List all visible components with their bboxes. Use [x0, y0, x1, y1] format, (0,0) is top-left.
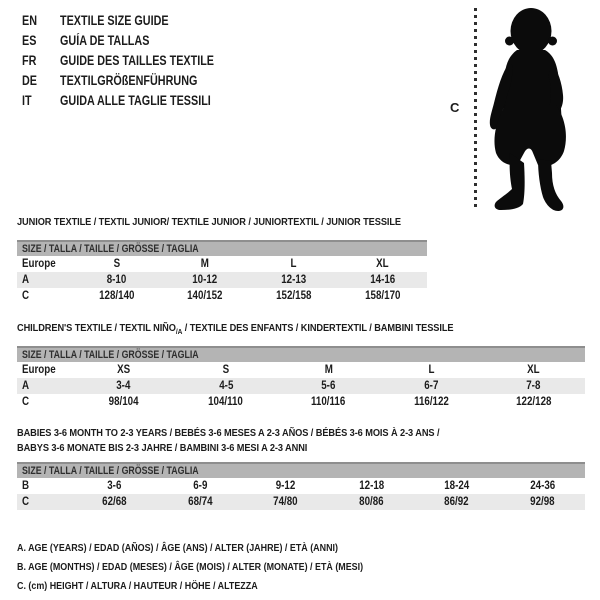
children-table-title — [17, 321, 453, 336]
language-label: GUIDA ALLE TAGLIE TESSILI — [60, 93, 211, 108]
table-row — [17, 272, 427, 288]
table-cell — [250, 256, 339, 272]
table-cell-text: 86/92 — [444, 496, 469, 508]
table-cell — [243, 478, 329, 494]
row-label — [17, 494, 72, 510]
table-cell — [500, 478, 586, 494]
table-cell-text: 7-8 — [526, 380, 541, 392]
table-cell-text: 80/86 — [359, 496, 384, 508]
table-size-header — [17, 346, 585, 362]
table-cell-text: 116/122 — [413, 396, 449, 408]
table-cell — [161, 288, 250, 304]
row-label-text: C — [22, 496, 30, 508]
table-row — [17, 362, 585, 378]
language-code: IT — [22, 93, 32, 108]
language-label: GUÍA DE TALLAS — [60, 33, 150, 48]
table-cell — [72, 478, 158, 494]
language-label: TEXTILE SIZE GUIDE — [60, 13, 169, 28]
language-row — [22, 71, 253, 91]
table-cell — [250, 272, 339, 288]
table-cell — [277, 394, 380, 410]
table-cell — [72, 272, 161, 288]
row-label-text: C — [22, 290, 30, 302]
table-cell-text: 24-36 — [529, 480, 555, 492]
table-cell — [277, 378, 380, 394]
table-cell — [72, 394, 175, 410]
table-cell-text: 9-12 — [275, 480, 296, 492]
table-cell-text: 10-12 — [192, 274, 218, 286]
table-cell-text: M — [201, 258, 210, 270]
children-title-subscript: /A — [175, 326, 183, 336]
legend-text: A. AGE (YEARS) / EDAD (AÑOS) / ÂGE (ANS) / ALTER (JAHRE) / ETÀ (ANNI) — [17, 542, 338, 554]
table-cell-text: 8-10 — [106, 274, 127, 286]
height-measure-label: C — [450, 100, 460, 115]
row-label-text: A — [22, 274, 30, 286]
table-cell-text: 6-7 — [424, 380, 439, 392]
table-cell — [72, 362, 175, 378]
table-cell-text: L — [290, 258, 297, 270]
size-header-text: SIZE / TALLA / TAILLE / GRÖSSE / TAGLIA — [22, 349, 199, 361]
table-size-header — [17, 240, 427, 256]
table-cell — [72, 378, 175, 394]
table-cell-text: 122/128 — [515, 396, 552, 408]
table-cell — [72, 288, 161, 304]
table-cell — [250, 288, 339, 304]
table-cell-text: XL — [376, 258, 389, 270]
row-label — [17, 362, 72, 378]
table-cell — [175, 394, 278, 410]
table-cell — [161, 256, 250, 272]
legend-line-b — [17, 558, 424, 577]
table-cell-text: 62/68 — [102, 496, 127, 508]
row-label-text: C — [22, 396, 30, 408]
table-cell-text: 128/140 — [98, 290, 135, 302]
table-cell — [338, 288, 427, 304]
children-title-post: / TEXTILE DES ENFANTS / KINDERTEXTIL / BAMBINI TESSILE — [182, 322, 454, 334]
table-row — [17, 394, 585, 410]
table-cell-text: 92/98 — [530, 496, 555, 508]
table-cell-text: 12-13 — [281, 274, 307, 286]
table-cell-text: 110/116 — [311, 396, 346, 408]
table-cell-text: 68/74 — [188, 496, 213, 508]
table-size-header — [17, 462, 585, 478]
table-cell — [175, 362, 278, 378]
table-cell — [380, 394, 483, 410]
table-body — [17, 256, 427, 304]
language-label: TEXTILGRÖßENFÜHRUNG — [60, 73, 198, 88]
table-row — [17, 378, 585, 394]
children-textile-table — [17, 346, 585, 410]
table-cell-text: 6-9 — [193, 480, 208, 492]
language-label: GUIDE DES TAILLES TEXTILE — [60, 53, 215, 68]
row-label — [17, 256, 72, 272]
size-header-text: SIZE / TALLA / TAILLE / GRÖSSE / TAGLIA — [22, 465, 199, 477]
table-cell-text: 140/152 — [187, 290, 223, 302]
language-title-block — [22, 11, 253, 111]
table-row — [17, 288, 427, 304]
language-row — [22, 51, 253, 71]
table-cell — [277, 362, 380, 378]
table-cell — [158, 478, 244, 494]
table-cell — [72, 256, 161, 272]
children-title-pre: CHILDREN'S TEXTILE / TEXTIL NIÑO — [17, 322, 176, 334]
legend-text: B. AGE (MONTHS) / EDAD (MESES) / ÂGE (MOIS) / ALTER (MONATE) / ETÀ (MESI) — [17, 561, 364, 573]
table-cell-text: XS — [116, 364, 130, 376]
table-cell-text: S — [222, 364, 230, 376]
legend-line-a — [17, 539, 424, 558]
table-cell-text: L — [428, 364, 435, 376]
row-label — [17, 288, 72, 304]
language-code: DE — [22, 73, 38, 88]
language-row — [22, 91, 253, 111]
table-cell-text: 3-6 — [107, 480, 122, 492]
table-body — [17, 478, 585, 510]
table-cell-text: XL — [527, 364, 540, 376]
table-cell — [380, 362, 483, 378]
junior-table-title: JUNIOR TEXTILE / TEXTIL JUNIOR/ TEXTILE JUNIOR / JUNIORTEXTIL / JUNIOR TESSILE — [17, 216, 402, 228]
babies-title-line2: BABYS 3-6 MONATE BIS 2-3 JAHRE / BAMBINI 3-6 MESI A 2-3 ANNI — [17, 442, 308, 454]
table-cell-text: M — [324, 364, 333, 376]
table-cell — [243, 494, 329, 510]
table-cell — [72, 494, 158, 510]
table-cell-text: 5-6 — [321, 380, 336, 392]
language-row — [22, 11, 253, 31]
table-cell — [329, 478, 415, 494]
language-code: EN — [22, 13, 38, 28]
table-cell — [338, 256, 427, 272]
language-code: ES — [22, 33, 37, 48]
junior-textile-table — [17, 240, 427, 304]
table-cell-text: 98/104 — [108, 396, 139, 408]
table-cell-text: 3-4 — [116, 380, 131, 392]
table-cell — [414, 478, 500, 494]
table-cell-text: 104/110 — [208, 396, 244, 408]
table-cell-text: 74/80 — [273, 496, 298, 508]
row-label-text: A — [22, 380, 30, 392]
table-cell-text: 152/158 — [276, 290, 312, 302]
table-cell-text: 18-24 — [444, 480, 470, 492]
table-cell — [329, 494, 415, 510]
table-cell-text: 12-18 — [358, 480, 384, 492]
table-cell — [338, 272, 427, 288]
table-cell-text: 14-16 — [370, 274, 396, 286]
table-cell — [482, 362, 585, 378]
table-cell-text: 158/170 — [364, 290, 401, 302]
table-row — [17, 478, 585, 494]
table-cell — [414, 494, 500, 510]
table-row — [17, 256, 427, 272]
table-cell — [175, 378, 278, 394]
table-cell — [158, 494, 244, 510]
size-header-text: SIZE / TALLA / TAILLE / GRÖSSE / TAGLIA — [22, 243, 199, 255]
table-cell — [161, 272, 250, 288]
legend-line-c — [17, 577, 424, 596]
babies-title-line1: BABIES 3-6 MONTH TO 2-3 YEARS / BEBÉS 3-6 MESES A 2-3 AÑOS / BÉBÉS 3-6 MOIS À 2-3 ANS / — [17, 427, 440, 439]
babies-textile-table — [17, 462, 585, 510]
babies-table-title — [17, 426, 439, 456]
table-body — [17, 362, 585, 410]
table-cell — [380, 378, 483, 394]
measure-legend — [17, 539, 424, 596]
language-code: FR — [22, 53, 37, 68]
row-label — [17, 272, 72, 288]
table-cell-text: 4-5 — [218, 380, 233, 392]
table-row — [17, 494, 585, 510]
legend-text: C. (cm) HEIGHT / ALTURA / HAUTEUR / HÖHE / ALTEZZA — [17, 580, 258, 592]
row-label — [17, 378, 72, 394]
row-label — [17, 394, 72, 410]
row-label — [17, 478, 72, 494]
baby-silhouette-icon — [484, 5, 586, 212]
language-row — [22, 31, 253, 51]
table-cell — [482, 378, 585, 394]
table-cell — [500, 494, 586, 510]
table-cell — [482, 394, 585, 410]
row-label-text: Europe — [22, 258, 56, 270]
table-cell-text: S — [113, 258, 120, 270]
height-measure-dotted-line — [474, 8, 477, 208]
row-label-text: B — [22, 480, 30, 492]
row-label-text: Europe — [22, 364, 56, 376]
